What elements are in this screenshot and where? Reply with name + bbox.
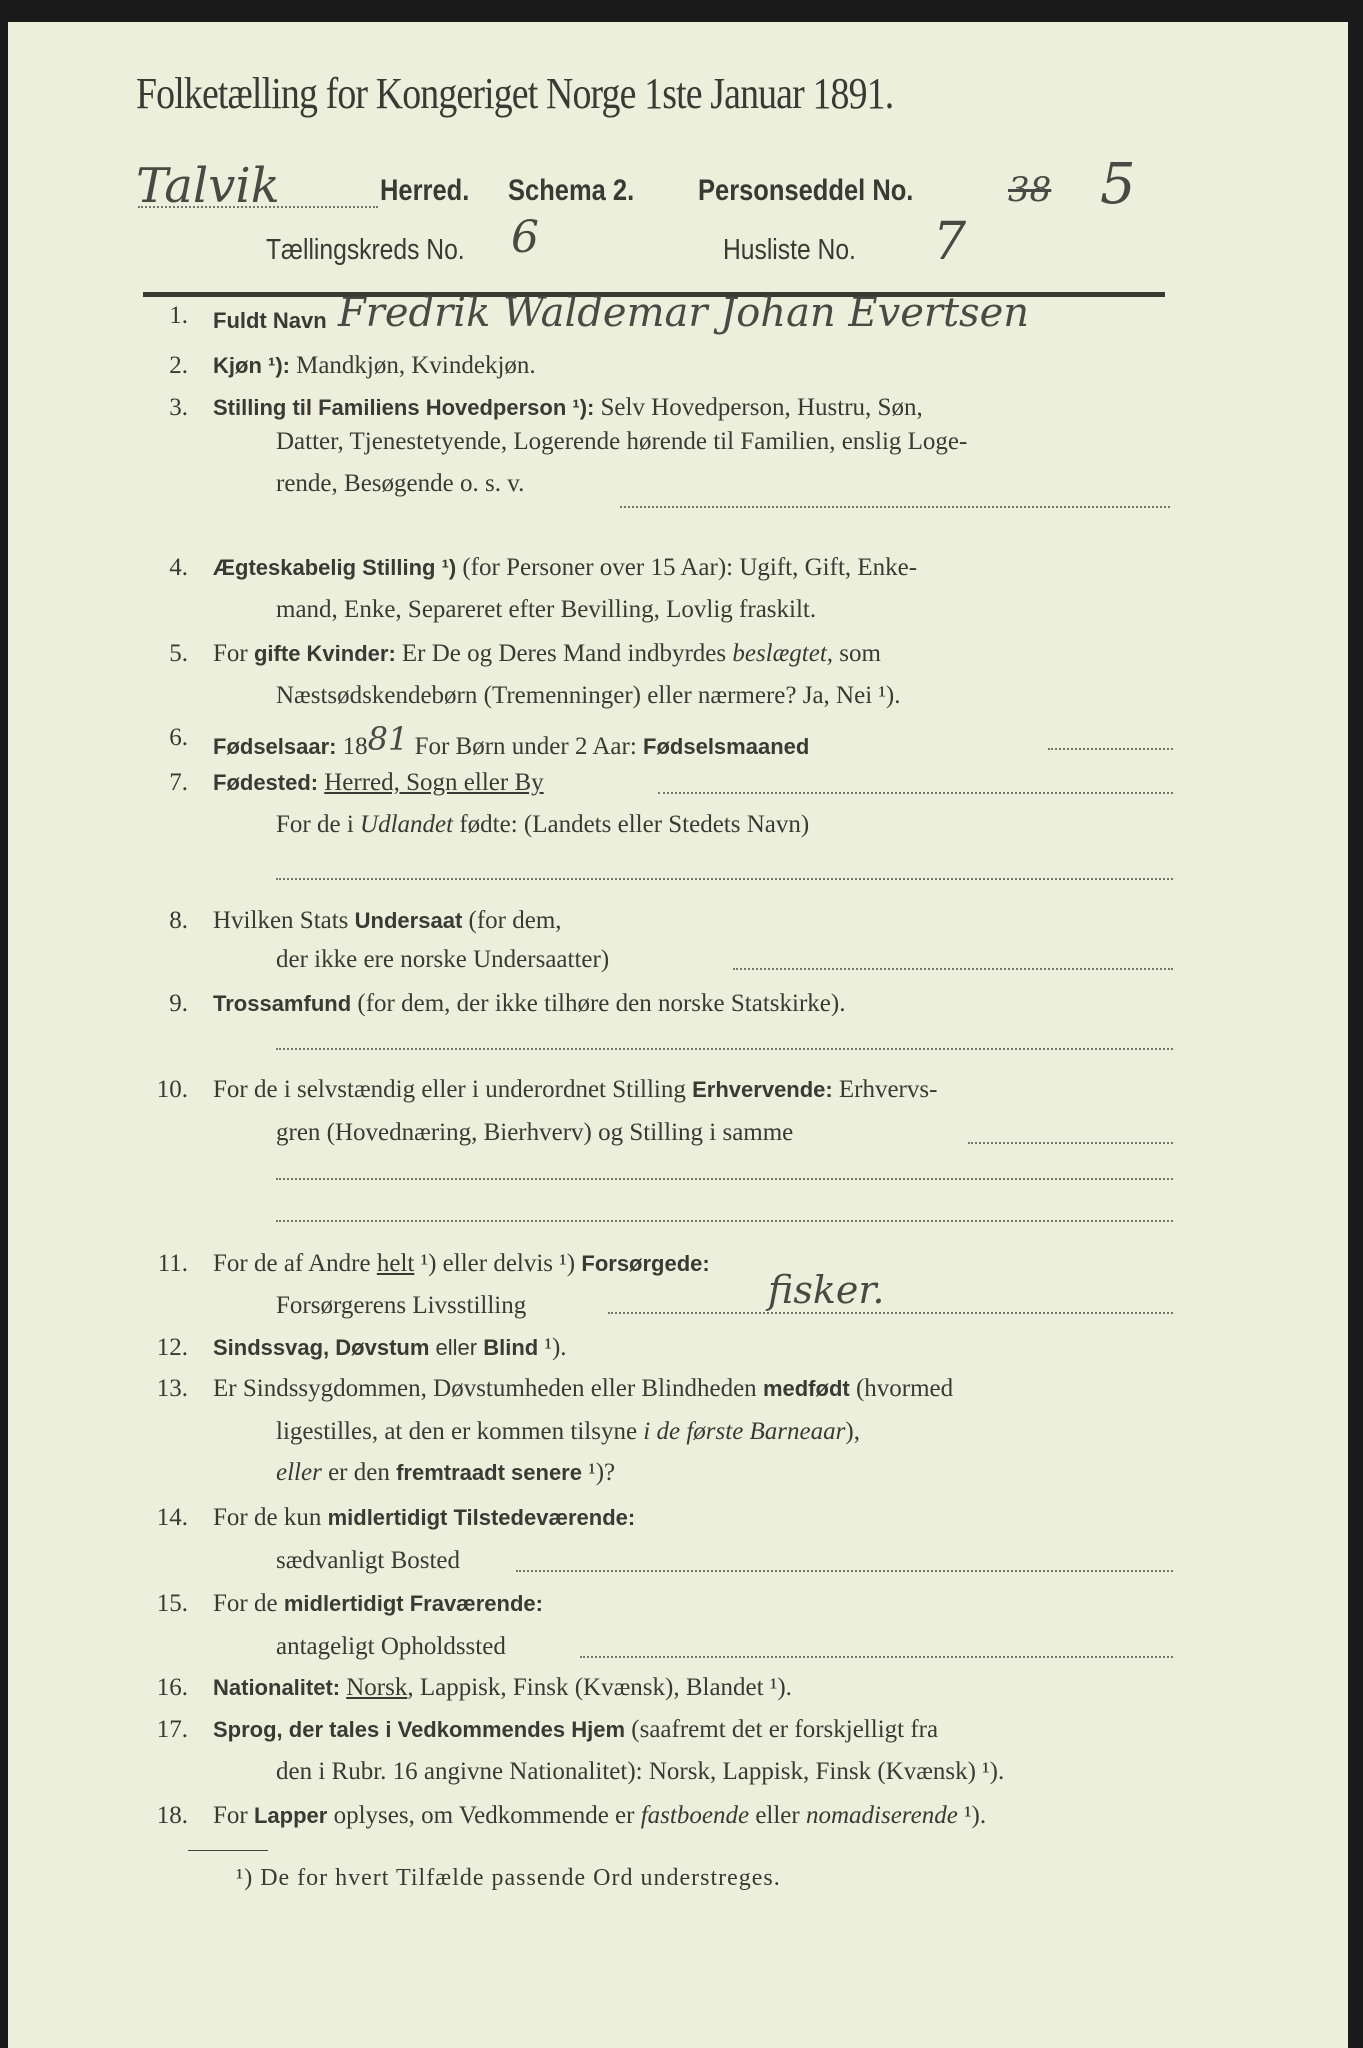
row-label: Ægteskabelig Stilling ¹) xyxy=(213,555,463,580)
row-label: Fødselsaar: xyxy=(213,734,343,759)
birth-year-value: 81 xyxy=(367,720,409,758)
row-text: For de i selvstændig eller i underordnet Stilling xyxy=(213,1076,693,1103)
dotted-line xyxy=(608,1312,1173,1314)
row-text: Herred, Sogn eller By xyxy=(324,769,544,796)
row-italic: i de første Barneaar xyxy=(643,1418,846,1445)
row-text: ¹) eller delvis ¹) xyxy=(414,1250,582,1277)
row-text: Mandkjøn, Kvindekjøn. xyxy=(296,352,536,379)
row-italic: fastboende xyxy=(640,1802,750,1829)
taellingskreds-label: Tællingskreds No. xyxy=(266,234,465,266)
row-number: 17. xyxy=(156,1716,188,1743)
row-text: ¹). xyxy=(538,1334,567,1361)
row-label: Undersaat xyxy=(354,908,463,933)
row-label: gifte Kvinder: xyxy=(253,641,402,666)
row-text: ), xyxy=(845,1418,860,1445)
row-text: Datter, Tjenestetyende, Logerende hørende til Familien, enslig Loge- xyxy=(276,428,968,455)
dotted-line xyxy=(276,1178,1173,1180)
dotted-line xyxy=(276,1048,1173,1050)
row-text: antageligt Opholdssted xyxy=(276,1633,506,1660)
row-text: Forsørgerens Livsstilling xyxy=(276,1292,527,1319)
row-number: 13. xyxy=(156,1375,188,1402)
dotted-line xyxy=(658,792,1173,794)
row-number: 1. xyxy=(169,302,188,329)
row-text: sædvanligt Bosted xyxy=(276,1547,461,1574)
row-text: mand, Enke, Separeret efter Bevilling, Lovlig fraskilt. xyxy=(276,596,817,623)
row-text: er den xyxy=(321,1459,397,1486)
row-number: 2. xyxy=(169,352,188,379)
row-text: For Børn under 2 Aar: xyxy=(408,733,644,760)
form-title: Folketælling for Kongeriget Norge 1ste Januar 1891. xyxy=(136,69,894,118)
row-text: For de xyxy=(213,1590,284,1617)
row-label: Lapper xyxy=(253,1803,328,1828)
row-text: (for dem, der ikke tilhøre den norske Statskirke). xyxy=(351,990,846,1017)
full-name-value: Fredrik Waldemar Johan Evertsen xyxy=(338,290,1030,336)
husliste-value: 7 xyxy=(933,212,967,272)
row-label: Stilling til Familiens Hovedperson ¹): xyxy=(213,395,601,420)
row-number: 14. xyxy=(156,1504,188,1531)
row-text: Erhvervs- xyxy=(838,1076,938,1103)
row-number: 10. xyxy=(156,1076,188,1103)
row-text: Er De og Deres Mand indbyrdes xyxy=(401,640,733,667)
dotted-line xyxy=(516,1570,1173,1572)
row-text: Er Sindssygdommen, Døvstumheden eller Blindheden xyxy=(213,1375,763,1402)
row-number: 9. xyxy=(169,990,188,1017)
row-text: Selv Hovedperson, Hustru, Søn, xyxy=(600,394,923,421)
row-text: gren (Hovednæring, Bierhverv) og Stilling i samme xyxy=(276,1119,794,1146)
row-italic: beslægtet, xyxy=(732,640,834,667)
herred-label: Herred. xyxy=(380,174,470,207)
row-label: Fuldt Navn xyxy=(213,308,327,333)
row-text: (for Personer over 15 Aar): Ugift, Gift, Enke- xyxy=(462,554,918,581)
row-text: (saafremt det er forskjelligt fra xyxy=(625,1716,939,1743)
row-label: Fødselsmaaned xyxy=(643,734,810,759)
row-italic: Udlandet xyxy=(360,811,454,838)
row-text: Næstsødskendebørn (Tremenninger) eller nærmere? Ja, Nei ¹). xyxy=(276,682,901,709)
row-text: ¹). xyxy=(957,1802,987,1829)
provider-occupation-value: fisker. xyxy=(768,1268,885,1312)
row-number: 12. xyxy=(156,1334,188,1361)
row-italic: eller xyxy=(276,1459,322,1486)
row-text: som xyxy=(833,640,881,667)
row-label: Trossamfund xyxy=(213,991,352,1016)
row-text: eller xyxy=(435,1335,484,1360)
row-text: For de i xyxy=(276,811,361,838)
schema-label: Schema 2. xyxy=(508,174,635,207)
row-number: 15. xyxy=(156,1590,188,1617)
row-text: , Lappisk, Finsk (Kvænsk), Blandet ¹). xyxy=(407,1674,792,1701)
footnote: ¹) De for hvert Tilfælde passende Ord understreges. xyxy=(236,1865,781,1891)
row-label: Erhvervende: xyxy=(692,1077,839,1102)
herred-value: Talvik xyxy=(136,158,280,214)
personseddel-value: 5 xyxy=(1100,152,1136,217)
row-text: rende, Besøgende o. s. v. xyxy=(276,470,525,497)
row-underlined: Norsk xyxy=(346,1674,408,1701)
row-label: midlertidigt Fraværende: xyxy=(283,1591,543,1616)
personseddel-label: Personseddel No. xyxy=(698,174,914,207)
row-label: midlertidigt Tilstedeværende: xyxy=(327,1505,636,1530)
row-number: 18. xyxy=(156,1802,188,1829)
row-text: ¹)? xyxy=(581,1459,616,1486)
row-number: 6. xyxy=(169,724,188,751)
row-number: 4. xyxy=(169,554,188,581)
footnote-rule xyxy=(188,1850,268,1851)
dotted-line xyxy=(1048,748,1173,750)
dotted-line xyxy=(580,1656,1173,1658)
dotted-line xyxy=(138,206,378,208)
row-label: Kjøn ¹): xyxy=(213,353,297,378)
row-number: 16. xyxy=(156,1674,188,1701)
dotted-line xyxy=(620,506,1170,508)
row-text: For de af Andre xyxy=(213,1250,377,1277)
row-number: 5. xyxy=(169,640,188,667)
row-text: For xyxy=(213,1802,254,1829)
row-label: medfødt xyxy=(762,1376,850,1401)
row-text: Hvilken Stats xyxy=(213,907,355,934)
row-text: den i Rubr. 16 angivne Nationalitet): Norsk, Lappisk, Finsk (Kvænsk) ¹). xyxy=(276,1758,1005,1785)
row-label: Sindssvag, Døvstum xyxy=(213,1335,436,1360)
row-text: der ikke ere norske Undersaatter) xyxy=(276,946,610,973)
row-text: For de kun xyxy=(213,1504,328,1531)
row-label: Nationalitet: xyxy=(213,1675,347,1700)
personseddel-struck-value: 38 xyxy=(1008,170,1052,210)
row-italic: nomadiserende xyxy=(805,1802,958,1829)
row-number: 11. xyxy=(157,1250,188,1277)
dotted-line xyxy=(276,878,1173,880)
row-text: ligestilles, at den er kommen tilsyne xyxy=(276,1418,644,1445)
row-label: Blind xyxy=(483,1335,539,1360)
row-underlined: helt xyxy=(376,1250,415,1277)
row-text: eller xyxy=(749,1802,806,1829)
row-label: Fødested: xyxy=(213,770,325,795)
census-form-page xyxy=(8,22,1348,2048)
row-label: fremtraadt senere xyxy=(396,1460,582,1485)
row-label: Sprog, der tales i Vedkommendes Hjem xyxy=(213,1717,626,1742)
row-text: fødte: (Landets eller Stedets Navn) xyxy=(453,811,810,838)
row-text: (for dem, xyxy=(462,907,562,934)
row-number: 3. xyxy=(169,394,188,421)
row-text: 18 xyxy=(342,733,368,760)
row-number: 7. xyxy=(169,769,188,796)
dotted-line xyxy=(968,1142,1173,1144)
row-number: 8. xyxy=(169,907,188,934)
row-text: (hvormed xyxy=(849,1375,954,1402)
row-label: Forsørgede: xyxy=(581,1251,710,1276)
row-text: oplyses, om Vedkommende er xyxy=(327,1802,641,1829)
dotted-line xyxy=(276,1220,1173,1222)
dotted-line xyxy=(733,968,1173,970)
taellingskreds-value: 6 xyxy=(511,212,539,263)
row-text: For xyxy=(213,640,254,667)
husliste-label: Husliste No. xyxy=(723,234,856,266)
